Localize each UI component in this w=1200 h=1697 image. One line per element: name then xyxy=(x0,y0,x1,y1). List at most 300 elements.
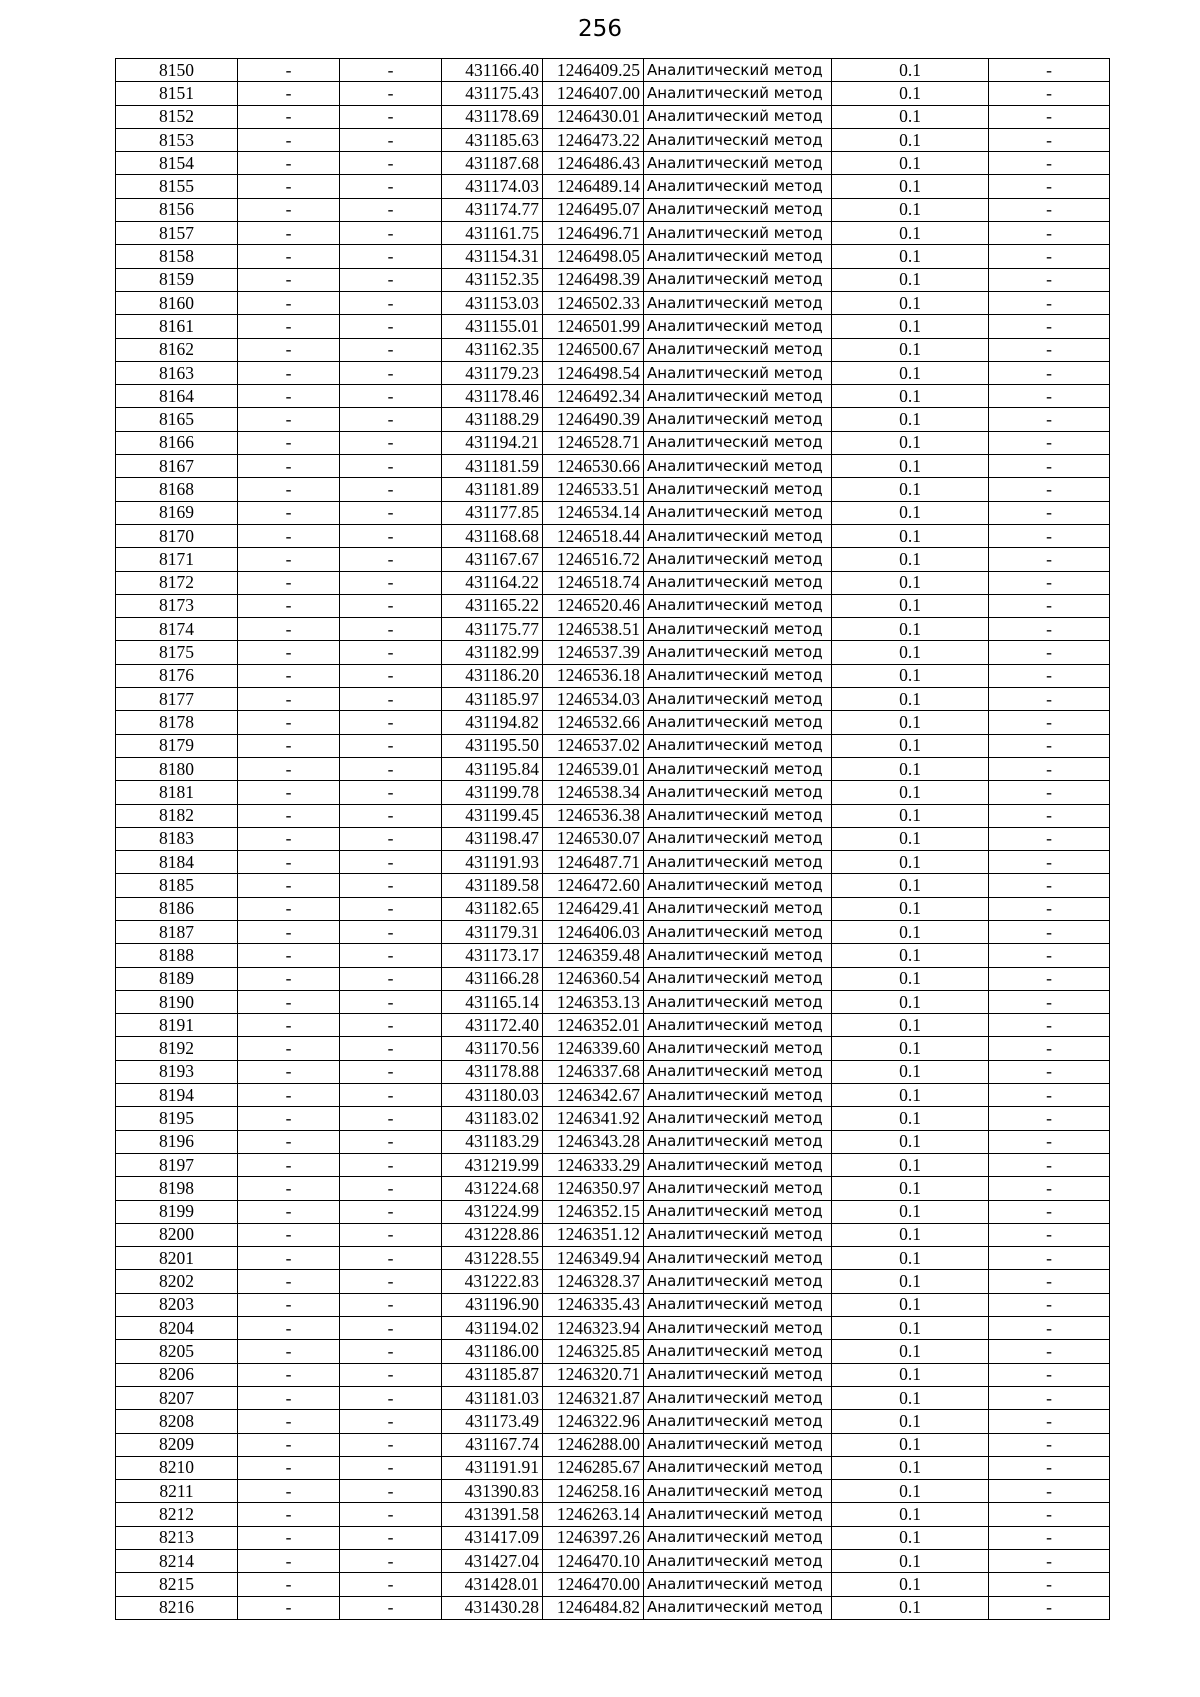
method-cell: Аналитический метод xyxy=(644,315,832,338)
dash-cell: - xyxy=(238,1363,340,1386)
dash-cell: - xyxy=(340,920,442,943)
method-cell: Аналитический метод xyxy=(644,711,832,734)
table-row xyxy=(116,641,1110,664)
x-coordinate-cell: 431427.04 xyxy=(442,1550,543,1573)
dash-cell: - xyxy=(238,1573,340,1596)
dash-cell: - xyxy=(340,338,442,361)
dash-cell: - xyxy=(989,408,1110,431)
dash-cell: - xyxy=(989,804,1110,827)
dash-cell: - xyxy=(238,1223,340,1246)
precision-cell: 0.1 xyxy=(832,431,989,454)
precision-cell: 0.1 xyxy=(832,1550,989,1573)
precision-cell: 0.1 xyxy=(832,385,989,408)
method-cell: Аналитический метод xyxy=(644,431,832,454)
y-coordinate-cell: 1246528.71 xyxy=(543,431,644,454)
precision-cell: 0.1 xyxy=(832,827,989,850)
precision-cell: 0.1 xyxy=(832,315,989,338)
dash-cell: - xyxy=(340,1247,442,1270)
dash-cell: - xyxy=(238,920,340,943)
dash-cell: - xyxy=(989,524,1110,547)
x-coordinate-cell: 431194.21 xyxy=(442,431,543,454)
precision-cell: 0.1 xyxy=(832,897,989,920)
precision-cell: 0.1 xyxy=(832,1503,989,1526)
dash-cell: - xyxy=(989,897,1110,920)
table-row xyxy=(116,897,1110,920)
dash-cell: - xyxy=(989,874,1110,897)
dash-cell: - xyxy=(340,1293,442,1316)
dash-cell: - xyxy=(238,198,340,221)
dash-cell: - xyxy=(340,664,442,687)
table-row xyxy=(116,1550,1110,1573)
method-cell: Аналитический метод xyxy=(644,618,832,641)
dash-cell: - xyxy=(238,874,340,897)
dash-cell: - xyxy=(989,291,1110,314)
precision-cell: 0.1 xyxy=(832,291,989,314)
precision-cell: 0.1 xyxy=(832,571,989,594)
precision-cell: 0.1 xyxy=(832,478,989,501)
dash-cell: - xyxy=(238,757,340,780)
dash-cell: - xyxy=(340,757,442,780)
point-number-cell: 8203 xyxy=(116,1293,238,1316)
x-coordinate-cell: 431191.91 xyxy=(442,1456,543,1479)
precision-cell: 0.1 xyxy=(832,711,989,734)
method-cell: Аналитический метод xyxy=(644,338,832,361)
dash-cell: - xyxy=(340,385,442,408)
dash-cell: - xyxy=(989,990,1110,1013)
precision-cell: 0.1 xyxy=(832,1177,989,1200)
precision-cell: 0.1 xyxy=(832,338,989,361)
point-number-cell: 8179 xyxy=(116,734,238,757)
y-coordinate-cell: 1246409.25 xyxy=(543,59,644,82)
table-row xyxy=(116,1503,1110,1526)
dash-cell: - xyxy=(989,478,1110,501)
x-coordinate-cell: 431162.35 xyxy=(442,338,543,361)
y-coordinate-cell: 1246496.71 xyxy=(543,222,644,245)
method-cell: Аналитический метод xyxy=(644,1317,832,1340)
x-coordinate-cell: 431191.93 xyxy=(442,851,543,874)
x-coordinate-cell: 431186.00 xyxy=(442,1340,543,1363)
point-number-cell: 8158 xyxy=(116,245,238,268)
method-cell: Аналитический метод xyxy=(644,1177,832,1200)
dash-cell: - xyxy=(340,1200,442,1223)
x-coordinate-cell: 431181.59 xyxy=(442,455,543,478)
x-coordinate-cell: 431152.35 xyxy=(442,268,543,291)
point-number-cell: 8187 xyxy=(116,920,238,943)
method-cell: Аналитический метод xyxy=(644,222,832,245)
dash-cell: - xyxy=(989,548,1110,571)
point-number-cell: 8156 xyxy=(116,198,238,221)
y-coordinate-cell: 1246486.43 xyxy=(543,152,644,175)
dash-cell: - xyxy=(238,688,340,711)
dash-cell: - xyxy=(340,361,442,384)
dash-cell: - xyxy=(238,990,340,1013)
table-row xyxy=(116,967,1110,990)
dash-cell: - xyxy=(238,1503,340,1526)
dash-cell: - xyxy=(238,1153,340,1176)
point-number-cell: 8213 xyxy=(116,1526,238,1549)
dash-cell: - xyxy=(340,315,442,338)
point-number-cell: 8216 xyxy=(116,1596,238,1619)
precision-cell: 0.1 xyxy=(832,408,989,431)
y-coordinate-cell: 1246470.00 xyxy=(543,1573,644,1596)
y-coordinate-cell: 1246343.28 xyxy=(543,1130,644,1153)
precision-cell: 0.1 xyxy=(832,1456,989,1479)
x-coordinate-cell: 431185.63 xyxy=(442,128,543,151)
page-number: 256 xyxy=(578,16,622,42)
x-coordinate-cell: 431175.77 xyxy=(442,618,543,641)
dash-cell: - xyxy=(989,851,1110,874)
dash-cell: - xyxy=(238,897,340,920)
point-number-cell: 8192 xyxy=(116,1037,238,1060)
dash-cell: - xyxy=(340,874,442,897)
dash-cell: - xyxy=(989,1480,1110,1503)
dash-cell: - xyxy=(238,175,340,198)
y-coordinate-cell: 1246536.38 xyxy=(543,804,644,827)
dash-cell: - xyxy=(340,1270,442,1293)
point-number-cell: 8200 xyxy=(116,1223,238,1246)
method-cell: Аналитический метод xyxy=(644,524,832,547)
dash-cell: - xyxy=(238,478,340,501)
table-row xyxy=(116,688,1110,711)
precision-cell: 0.1 xyxy=(832,1386,989,1409)
table-row xyxy=(116,338,1110,361)
dash-cell: - xyxy=(340,268,442,291)
dash-cell: - xyxy=(238,59,340,82)
point-number-cell: 8214 xyxy=(116,1550,238,1573)
point-number-cell: 8153 xyxy=(116,128,238,151)
x-coordinate-cell: 431195.50 xyxy=(442,734,543,757)
dash-cell: - xyxy=(238,524,340,547)
y-coordinate-cell: 1246538.34 xyxy=(543,781,644,804)
point-number-cell: 8186 xyxy=(116,897,238,920)
y-coordinate-cell: 1246487.71 xyxy=(543,851,644,874)
dash-cell: - xyxy=(238,1550,340,1573)
y-coordinate-cell: 1246498.05 xyxy=(543,245,644,268)
precision-cell: 0.1 xyxy=(832,524,989,547)
table-row xyxy=(116,618,1110,641)
point-number-cell: 8165 xyxy=(116,408,238,431)
point-number-cell: 8189 xyxy=(116,967,238,990)
x-coordinate-cell: 431164.22 xyxy=(442,571,543,594)
dash-cell: - xyxy=(989,59,1110,82)
method-cell: Аналитический метод xyxy=(644,781,832,804)
method-cell: Аналитический метод xyxy=(644,688,832,711)
method-cell: Аналитический метод xyxy=(644,1153,832,1176)
dash-cell: - xyxy=(238,1456,340,1479)
dash-cell: - xyxy=(238,1386,340,1409)
dash-cell: - xyxy=(989,431,1110,454)
precision-cell: 0.1 xyxy=(832,1223,989,1246)
y-coordinate-cell: 1246516.72 xyxy=(543,548,644,571)
y-coordinate-cell: 1246501.99 xyxy=(543,315,644,338)
x-coordinate-cell: 431188.29 xyxy=(442,408,543,431)
precision-cell: 0.1 xyxy=(832,688,989,711)
table-row xyxy=(116,198,1110,221)
dash-cell: - xyxy=(238,1526,340,1549)
y-coordinate-cell: 1246498.54 xyxy=(543,361,644,384)
precision-cell: 0.1 xyxy=(832,967,989,990)
method-cell: Аналитический метод xyxy=(644,198,832,221)
precision-cell: 0.1 xyxy=(832,944,989,967)
table-row xyxy=(116,711,1110,734)
dash-cell: - xyxy=(340,1550,442,1573)
point-number-cell: 8197 xyxy=(116,1153,238,1176)
x-coordinate-cell: 431174.77 xyxy=(442,198,543,221)
y-coordinate-cell: 1246351.12 xyxy=(543,1223,644,1246)
dash-cell: - xyxy=(238,781,340,804)
table-row xyxy=(116,524,1110,547)
dash-cell: - xyxy=(989,1573,1110,1596)
dash-cell: - xyxy=(989,1293,1110,1316)
dash-cell: - xyxy=(238,734,340,757)
method-cell: Аналитический метод xyxy=(644,1526,832,1549)
table-row xyxy=(116,804,1110,827)
point-number-cell: 8209 xyxy=(116,1433,238,1456)
precision-cell: 0.1 xyxy=(832,82,989,105)
coordinates-table xyxy=(115,58,1110,1620)
dash-cell: - xyxy=(238,804,340,827)
table-row xyxy=(116,1177,1110,1200)
y-coordinate-cell: 1246352.01 xyxy=(543,1014,644,1037)
y-coordinate-cell: 1246470.10 xyxy=(543,1550,644,1573)
dash-cell: - xyxy=(238,711,340,734)
point-number-cell: 8175 xyxy=(116,641,238,664)
table-row xyxy=(116,944,1110,967)
x-coordinate-cell: 431161.75 xyxy=(442,222,543,245)
y-coordinate-cell: 1246492.34 xyxy=(543,385,644,408)
dash-cell: - xyxy=(340,1153,442,1176)
precision-cell: 0.1 xyxy=(832,455,989,478)
precision-cell: 0.1 xyxy=(832,1130,989,1153)
point-number-cell: 8206 xyxy=(116,1363,238,1386)
dash-cell: - xyxy=(340,1107,442,1130)
table-row xyxy=(116,781,1110,804)
x-coordinate-cell: 431195.84 xyxy=(442,757,543,780)
method-cell: Аналитический метод xyxy=(644,1293,832,1316)
x-coordinate-cell: 431390.83 xyxy=(442,1480,543,1503)
dash-cell: - xyxy=(238,827,340,850)
point-number-cell: 8160 xyxy=(116,291,238,314)
dash-cell: - xyxy=(340,1503,442,1526)
method-cell: Аналитический метод xyxy=(644,128,832,151)
table-row xyxy=(116,245,1110,268)
precision-cell: 0.1 xyxy=(832,851,989,874)
point-number-cell: 8207 xyxy=(116,1386,238,1409)
method-cell: Аналитический метод xyxy=(644,990,832,1013)
x-coordinate-cell: 431186.20 xyxy=(442,664,543,687)
point-number-cell: 8183 xyxy=(116,827,238,850)
dash-cell: - xyxy=(340,1130,442,1153)
dash-cell: - xyxy=(340,455,442,478)
dash-cell: - xyxy=(238,641,340,664)
method-cell: Аналитический метод xyxy=(644,361,832,384)
precision-cell: 0.1 xyxy=(832,268,989,291)
method-cell: Аналитический метод xyxy=(644,897,832,920)
dash-cell: - xyxy=(340,291,442,314)
y-coordinate-cell: 1246320.71 xyxy=(543,1363,644,1386)
dash-cell: - xyxy=(340,1433,442,1456)
method-cell: Аналитический метод xyxy=(644,408,832,431)
dash-cell: - xyxy=(340,711,442,734)
table-row xyxy=(116,1317,1110,1340)
precision-cell: 0.1 xyxy=(832,874,989,897)
dash-cell: - xyxy=(340,1060,442,1083)
dash-cell: - xyxy=(340,82,442,105)
point-number-cell: 8181 xyxy=(116,781,238,804)
point-number-cell: 8154 xyxy=(116,152,238,175)
point-number-cell: 8164 xyxy=(116,385,238,408)
x-coordinate-cell: 431417.09 xyxy=(442,1526,543,1549)
point-number-cell: 8163 xyxy=(116,361,238,384)
table-row xyxy=(116,1037,1110,1060)
x-coordinate-cell: 431166.28 xyxy=(442,967,543,990)
precision-cell: 0.1 xyxy=(832,781,989,804)
x-coordinate-cell: 431228.86 xyxy=(442,1223,543,1246)
method-cell: Аналитический метод xyxy=(644,455,832,478)
table-row xyxy=(116,827,1110,850)
dash-cell: - xyxy=(238,1107,340,1130)
dash-cell: - xyxy=(340,641,442,664)
point-number-cell: 8150 xyxy=(116,59,238,82)
dash-cell: - xyxy=(238,1060,340,1083)
y-coordinate-cell: 1246537.02 xyxy=(543,734,644,757)
x-coordinate-cell: 431391.58 xyxy=(442,1503,543,1526)
dash-cell: - xyxy=(340,1177,442,1200)
table-row xyxy=(116,1340,1110,1363)
table-row xyxy=(116,1130,1110,1153)
dash-cell: - xyxy=(340,990,442,1013)
precision-cell: 0.1 xyxy=(832,175,989,198)
method-cell: Аналитический метод xyxy=(644,245,832,268)
precision-cell: 0.1 xyxy=(832,1363,989,1386)
dash-cell: - xyxy=(340,548,442,571)
dash-cell: - xyxy=(989,198,1110,221)
table-row xyxy=(116,757,1110,780)
point-number-cell: 8182 xyxy=(116,804,238,827)
point-number-cell: 8210 xyxy=(116,1456,238,1479)
dash-cell: - xyxy=(238,152,340,175)
x-coordinate-cell: 431228.55 xyxy=(442,1247,543,1270)
method-cell: Аналитический метод xyxy=(644,1573,832,1596)
y-coordinate-cell: 1246539.01 xyxy=(543,757,644,780)
y-coordinate-cell: 1246536.18 xyxy=(543,664,644,687)
dash-cell: - xyxy=(340,1526,442,1549)
table-row xyxy=(116,315,1110,338)
point-number-cell: 8201 xyxy=(116,1247,238,1270)
precision-cell: 0.1 xyxy=(832,1060,989,1083)
x-coordinate-cell: 431182.99 xyxy=(442,641,543,664)
precision-cell: 0.1 xyxy=(832,641,989,664)
x-coordinate-cell: 431173.17 xyxy=(442,944,543,967)
x-coordinate-cell: 431224.68 xyxy=(442,1177,543,1200)
dash-cell: - xyxy=(989,827,1110,850)
coordinates-table-body xyxy=(116,59,1110,1620)
x-coordinate-cell: 431175.43 xyxy=(442,82,543,105)
dash-cell: - xyxy=(340,618,442,641)
dash-cell: - xyxy=(989,594,1110,617)
dash-cell: - xyxy=(989,1526,1110,1549)
table-row xyxy=(116,82,1110,105)
x-coordinate-cell: 431196.90 xyxy=(442,1293,543,1316)
dash-cell: - xyxy=(340,524,442,547)
x-coordinate-cell: 431183.02 xyxy=(442,1107,543,1130)
table-row xyxy=(116,455,1110,478)
dash-cell: - xyxy=(340,1596,442,1619)
precision-cell: 0.1 xyxy=(832,920,989,943)
dash-cell: - xyxy=(989,245,1110,268)
y-coordinate-cell: 1246530.07 xyxy=(543,827,644,850)
dash-cell: - xyxy=(238,1596,340,1619)
method-cell: Аналитический метод xyxy=(644,1596,832,1619)
table-row xyxy=(116,501,1110,524)
dash-cell: - xyxy=(238,851,340,874)
method-cell: Аналитический метод xyxy=(644,664,832,687)
point-number-cell: 8172 xyxy=(116,571,238,594)
method-cell: Аналитический метод xyxy=(644,1084,832,1107)
point-number-cell: 8173 xyxy=(116,594,238,617)
precision-cell: 0.1 xyxy=(832,757,989,780)
y-coordinate-cell: 1246333.29 xyxy=(543,1153,644,1176)
dash-cell: - xyxy=(989,1550,1110,1573)
y-coordinate-cell: 1246350.97 xyxy=(543,1177,644,1200)
x-coordinate-cell: 431179.23 xyxy=(442,361,543,384)
x-coordinate-cell: 431167.67 xyxy=(442,548,543,571)
x-coordinate-cell: 431187.68 xyxy=(442,152,543,175)
method-cell: Аналитический метод xyxy=(644,594,832,617)
precision-cell: 0.1 xyxy=(832,361,989,384)
y-coordinate-cell: 1246534.14 xyxy=(543,501,644,524)
dash-cell: - xyxy=(238,385,340,408)
y-coordinate-cell: 1246530.66 xyxy=(543,455,644,478)
y-coordinate-cell: 1246520.46 xyxy=(543,594,644,617)
dash-cell: - xyxy=(989,1177,1110,1200)
precision-cell: 0.1 xyxy=(832,1153,989,1176)
dash-cell: - xyxy=(340,781,442,804)
table-row xyxy=(116,385,1110,408)
dash-cell: - xyxy=(340,1084,442,1107)
dash-cell: - xyxy=(989,1386,1110,1409)
dash-cell: - xyxy=(989,967,1110,990)
dash-cell: - xyxy=(989,571,1110,594)
point-number-cell: 8178 xyxy=(116,711,238,734)
y-coordinate-cell: 1246500.67 xyxy=(543,338,644,361)
table-row xyxy=(116,1153,1110,1176)
table-row xyxy=(116,268,1110,291)
y-coordinate-cell: 1246537.39 xyxy=(543,641,644,664)
table-row xyxy=(116,1526,1110,1549)
method-cell: Аналитический метод xyxy=(644,175,832,198)
y-coordinate-cell: 1246323.94 xyxy=(543,1317,644,1340)
y-coordinate-cell: 1246335.43 xyxy=(543,1293,644,1316)
dash-cell: - xyxy=(340,408,442,431)
table-row xyxy=(116,175,1110,198)
table-row xyxy=(116,1480,1110,1503)
dash-cell: - xyxy=(989,1200,1110,1223)
dash-cell: - xyxy=(238,1247,340,1270)
dash-cell: - xyxy=(340,1340,442,1363)
dash-cell: - xyxy=(340,944,442,967)
table-row xyxy=(116,1596,1110,1619)
precision-cell: 0.1 xyxy=(832,1410,989,1433)
dash-cell: - xyxy=(238,128,340,151)
y-coordinate-cell: 1246502.33 xyxy=(543,291,644,314)
method-cell: Аналитический метод xyxy=(644,1433,832,1456)
dash-cell: - xyxy=(238,268,340,291)
method-cell: Аналитический метод xyxy=(644,501,832,524)
point-number-cell: 8184 xyxy=(116,851,238,874)
method-cell: Аналитический метод xyxy=(644,571,832,594)
dash-cell: - xyxy=(238,1480,340,1503)
